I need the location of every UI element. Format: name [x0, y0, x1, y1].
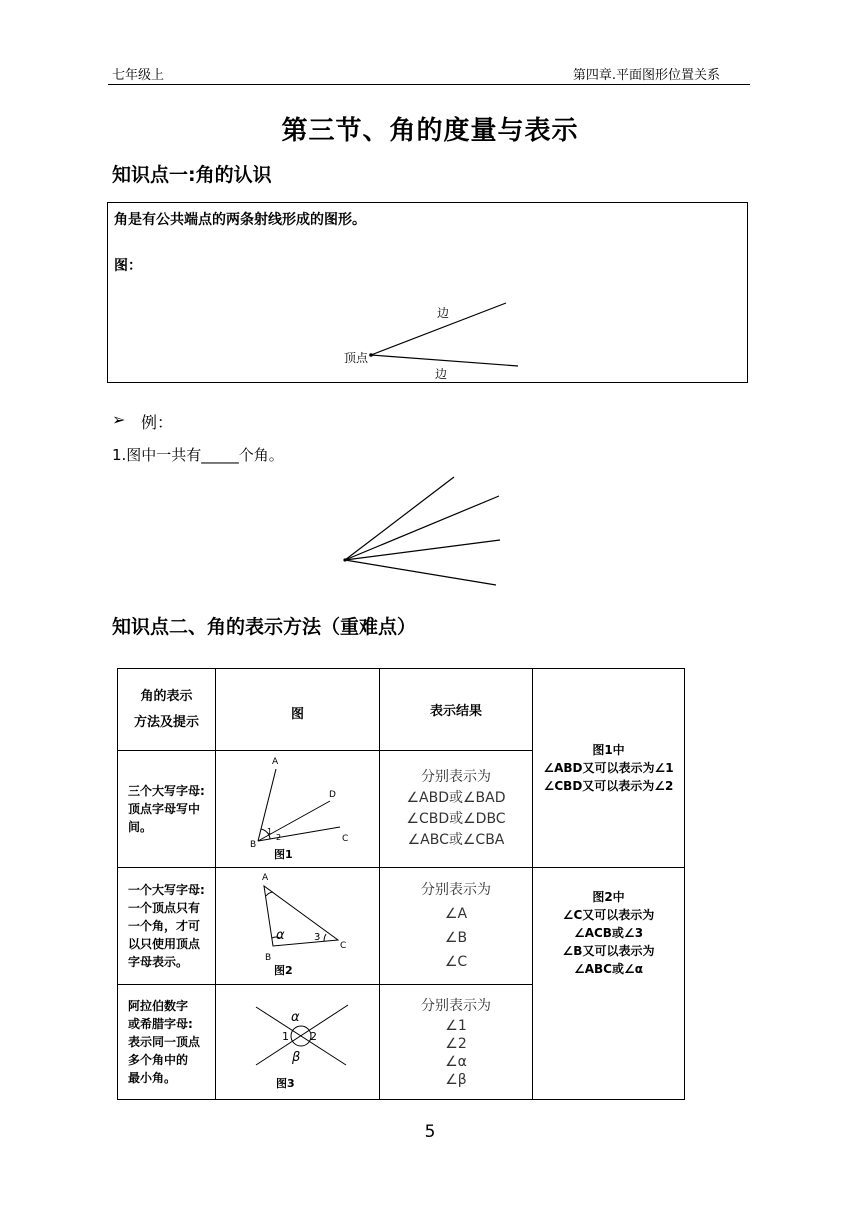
figure3-caption: 图3 — [276, 1077, 295, 1090]
figure1-cell — [216, 751, 380, 868]
figure2-caption: 图2 — [274, 964, 293, 977]
header-result: 表示结果 — [380, 669, 533, 751]
angle-diagram — [108, 203, 748, 383]
svg-text:A: A — [272, 757, 279, 767]
example-label: 例： — [141, 413, 174, 432]
table-row — [118, 868, 685, 985]
result-number-greek: 分别表示为 ∠1 ∠2 ∠α ∠β — [380, 985, 533, 1100]
page-title: 第三节、角的度量与表示 — [281, 116, 579, 146]
svg-text:1: 1 — [267, 827, 273, 836]
svg-text:1: 1 — [282, 1030, 289, 1043]
tip-number-greek: 阿拉伯数字 或希腊字母: 表示同一顶点 多个角中的 最小角。 — [118, 985, 216, 1100]
definition-box — [107, 202, 748, 383]
svg-text:2: 2 — [310, 1030, 317, 1043]
figure2-diagram — [216, 868, 378, 980]
svg-text:3: 3 — [314, 932, 321, 943]
tip-one-letter: 一个大写字母: 一个顶点只有 一个角，才可 以只使用顶点 字母表示。 — [118, 868, 216, 985]
figure-label: 图： — [114, 258, 142, 274]
header-right: 第四章.平面图形位置关系 — [572, 68, 720, 83]
svg-text:α: α — [291, 1010, 300, 1025]
svg-text:C: C — [342, 834, 349, 844]
figure3-diagram — [216, 985, 378, 1095]
svg-text:B: B — [265, 953, 272, 963]
table-header-row — [118, 669, 685, 751]
header-method: 角的表示 方法及提示 — [118, 669, 216, 751]
methods-table — [117, 668, 685, 1100]
svg-text:D: D — [329, 790, 336, 800]
svg-text:α: α — [276, 928, 285, 943]
result-three-letters: 分别表示为 ∠ABD或∠BAD ∠CBD或∠DBC ∠ABC或∠CBA — [380, 751, 533, 868]
example-question: 1.图中一共有_____个角。 — [112, 446, 284, 464]
section1-heading: 知识点一:角的认识 — [112, 164, 272, 186]
rays-diagram — [330, 470, 510, 595]
figure2-cell — [216, 868, 380, 985]
example-marker: ➢ — [112, 410, 126, 429]
figure3-cell — [216, 985, 380, 1100]
header-left: 七年级上 — [112, 68, 165, 83]
svg-text:A: A — [262, 873, 269, 883]
result-one-letter: 分别表示为 ∠A ∠B ∠C — [380, 868, 533, 985]
vertex-label: 顶点 — [344, 351, 369, 365]
note-figure1: 图1中 ∠ABD又可以表示为∠1 ∠CBD又可以表示为∠2 — [533, 669, 685, 868]
definition-text: 角是有公共端点的两条射线形成的图形。 — [114, 212, 366, 228]
svg-text:C: C — [340, 941, 347, 951]
header-divider — [108, 84, 750, 85]
side-label-bottom: 边 — [435, 367, 448, 381]
note-figure2: 图2中 ∠C又可以表示为 ∠ACB或∠3 ∠B又可以表示为 ∠ABC或∠α — [533, 868, 685, 1100]
tip-three-letters: 三个大写字母: 顶点字母写中 间。 — [118, 751, 216, 868]
page-number: 5 — [424, 1122, 436, 1142]
side-label-top: 边 — [437, 306, 450, 320]
svg-text:B: B — [250, 840, 257, 850]
figure1-diagram — [216, 751, 378, 863]
figure1-caption: 图1 — [274, 848, 293, 861]
svg-text:β: β — [292, 1050, 301, 1065]
svg-text:2: 2 — [276, 833, 282, 842]
section2-heading: 知识点二、角的表示方法（重难点） — [112, 616, 417, 638]
header-figure: 图 — [216, 669, 380, 751]
